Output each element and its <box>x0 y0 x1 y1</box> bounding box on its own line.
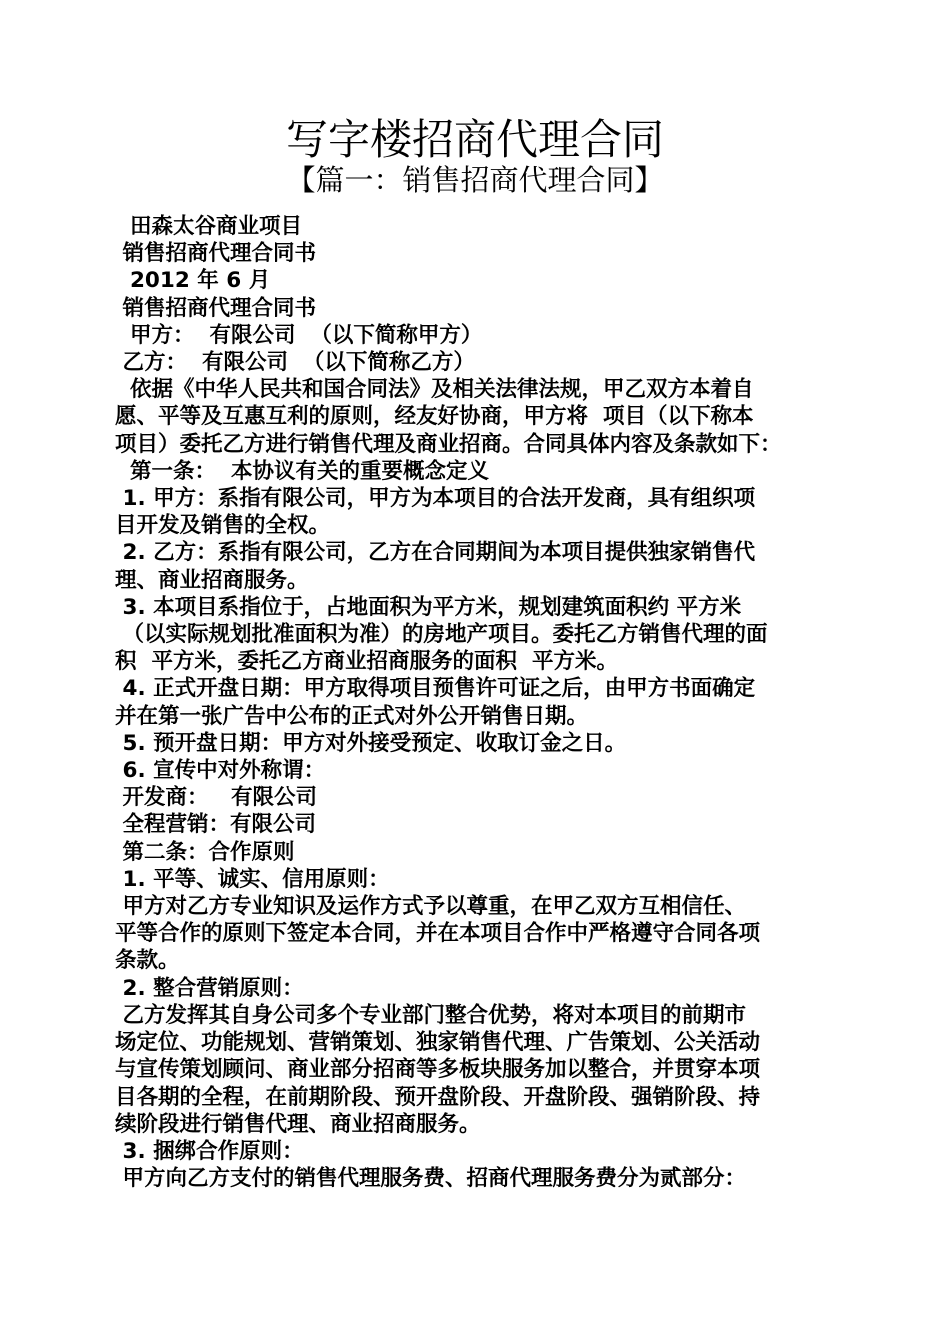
text-line: 销售招商代理合同书 <box>115 241 316 267</box>
text-line: 场定位、功能规划、营销策划、独家销售代理、广告策划、公关活动 <box>115 1030 761 1056</box>
text-line: 甲方对乙方专业知识及运作方式予以尊重，在甲乙双方互相信任、 <box>115 894 746 920</box>
text-line: 6. 宣传中对外称谓： <box>115 758 326 784</box>
document-title: 写字楼招商代理合同 <box>285 115 664 164</box>
text-line: 第二条：合作原则 <box>115 839 295 865</box>
text-line: 1. 平等、诚实、信用原则： <box>115 866 390 892</box>
text-line: （以实际规划批准面积为准）的房地产项目。委托乙方销售代理的面 <box>115 622 768 648</box>
text-line: 第一条： 本协议有关的重要概念定义 <box>115 458 489 484</box>
text-line: 2. 乙方：系指有限公司，乙方在合同期间为本项目提供独家销售代 <box>115 540 756 566</box>
text-line: 乙方发挥其自身公司多个专业部门整合优势，将对本项目的前期市 <box>115 1002 746 1028</box>
document-subtitle: 【篇一：销售招商代理合同】 <box>286 163 664 197</box>
text-line: 4. 正式开盘日期：甲方取得项目预售许可证之后，由甲方书面确定 <box>115 676 756 702</box>
text-line: 目开发及销售的全权。 <box>115 513 331 539</box>
text-line: 2012 年 6 月 <box>115 268 271 294</box>
text-line: 与宣传策划顾问、商业部分招商等多板块服务加以整合，并贯穿本项 <box>115 1057 761 1083</box>
text-line: 愿、平等及互惠互利的原则，经友好协商，甲方将 项目（以下称本 <box>115 404 754 430</box>
text-line: 3. 本项目系指位于，占地面积为平方米，规划建筑面积约 平方米 <box>115 594 742 620</box>
text-line: 并在第一张广告中公布的正式对外公开销售日期。 <box>115 703 589 729</box>
text-line: 理、商业招商服务。 <box>115 567 309 593</box>
text-line: 平等合作的原则下签定本合同，并在本项目合作中严格遵守合同各项 <box>115 921 761 947</box>
text-line: 田森太谷商业项目 <box>115 214 302 239</box>
text-line: 甲方向乙方支付的销售代理服务费、招商代理服务费分为贰部分： <box>115 1166 746 1192</box>
text-line: 项目）委托乙方进行销售代理及商业招商。合同具体内容及条款如下： <box>115 431 782 457</box>
document-body <box>115 213 840 1192</box>
text-line: 3. 捆绑合作原则： <box>115 1138 304 1164</box>
text-line: 目各期的全程，在前期阶段、预开盘阶段、开盘阶段、强销阶段、持 <box>115 1084 761 1110</box>
text-line: 销售招商代理合同书 <box>115 295 316 321</box>
text-line: 甲方： 有限公司 （以下简称甲方） <box>115 322 483 348</box>
text-line: 积 平方米，委托乙方商业招商服务的面积 平方米。 <box>115 649 618 675</box>
text-line: 依据《中华人民共和国合同法》及相关法律法规，甲乙双方本着自 <box>115 377 754 403</box>
text-line: 2. 整合营销原则： <box>115 975 304 1001</box>
text-line: 全程营销：有限公司 <box>115 812 316 838</box>
text-line: 乙方： 有限公司 （以下简称乙方） <box>115 350 475 376</box>
text-line: 开发商： 有限公司 <box>115 785 317 811</box>
text-line: 条款。 <box>115 948 180 974</box>
text-line: 续阶段进行销售代理、商业招商服务。 <box>115 1111 481 1137</box>
text-line: 5. 预开盘日期：甲方对外接受预定、收取订金之日。 <box>115 730 627 756</box>
text-line: 1. 甲方：系指有限公司，甲方为本项目的合法开发商，具有组织项 <box>115 486 756 512</box>
